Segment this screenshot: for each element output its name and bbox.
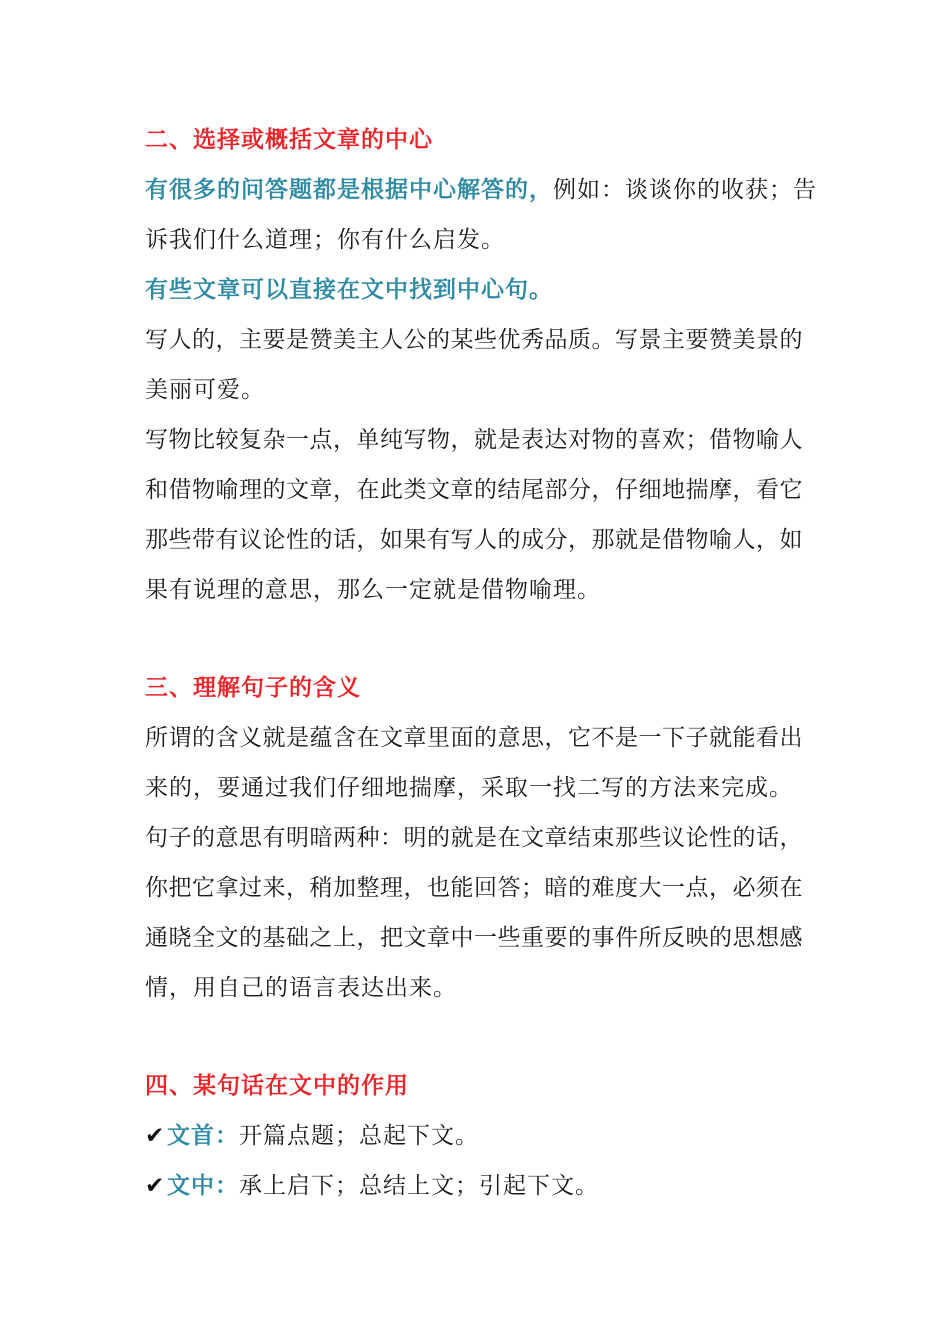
section-2-paragraph-4-line-3: 那些带有议论性的话，如果有写人的成分，那就是借物喻人，如 <box>145 527 803 553</box>
list-item-label: 文中： <box>167 1173 239 1199</box>
section-3-paragraph-1-line-2: 来的，要通过我们仔细地揣摩，采取一找二写的方法来完成。 <box>145 775 793 801</box>
section-2-emphasis-1: 有很多的问答题都是根据中心解答的， <box>145 177 553 203</box>
list-item <box>145 1116 825 1156</box>
section-2-paragraph-4-line-4: 果有说理的意思，那么一定就是借物喻理。 <box>145 577 601 603</box>
list-item-label: 文首： <box>167 1123 239 1149</box>
section-3-paragraph-2-line-2: 你把它拿过来，稍加整理，也能回答；暗的难度大一点，必须在 <box>145 875 803 901</box>
section-4-heading: 四、某句话在文中的作用 <box>145 1073 409 1099</box>
list-item <box>145 1166 825 1206</box>
section-3-paragraph-2-line-3: 通晓全文的基础之上，把文章中一些重要的事件所反映的思想感 <box>145 925 803 951</box>
section-3-paragraph-1-line-1: 所谓的含义就是蕴含在文章里面的意思，它不是一下子就能看出 <box>145 725 803 751</box>
list-item-text: 开篇点题；总起下文。 <box>239 1123 479 1149</box>
section-3-paragraph-2-line-4: 情，用自己的语言表达出来。 <box>145 975 457 1001</box>
section-2-paragraph-1-line-1 <box>145 170 825 210</box>
section-2-emphasis-2: 有些文章可以直接在文中找到中心句。 <box>145 277 553 303</box>
checkmark-icon: ✔ <box>145 1123 166 1149</box>
section-2-paragraph-1-line-2: 诉我们什么道理；你有什么启发。 <box>145 227 505 253</box>
section-3-heading: 三、理解句子的含义 <box>145 675 361 701</box>
section-2-paragraph-4-line-2: 和借物喻理的文章，在此类文章的结尾部分，仔细地揣摩，看它 <box>145 477 803 503</box>
section-2-paragraph-3-line-1: 写人的，主要是赞美主人公的某些优秀品质。写景主要赞美景的 <box>145 327 803 353</box>
section-3-paragraph-2-line-1: 句子的意思有明暗两种：明的就是在文章结束那些议论性的话， <box>145 825 803 851</box>
list-item-text: 承上启下；总结上文；引起下文。 <box>239 1173 599 1199</box>
checkmark-icon: ✔ <box>145 1173 166 1199</box>
section-2-paragraph-1-rest: 例如：谈谈你的收获；告 <box>553 177 817 203</box>
section-2-paragraph-4-line-1: 写物比较复杂一点，单纯写物，就是表达对物的喜欢；借物喻人 <box>145 427 803 453</box>
section-2-heading: 二、选择或概括文章的中心 <box>145 127 433 153</box>
section-2-paragraph-3-line-2: 美丽可爱。 <box>145 377 265 403</box>
